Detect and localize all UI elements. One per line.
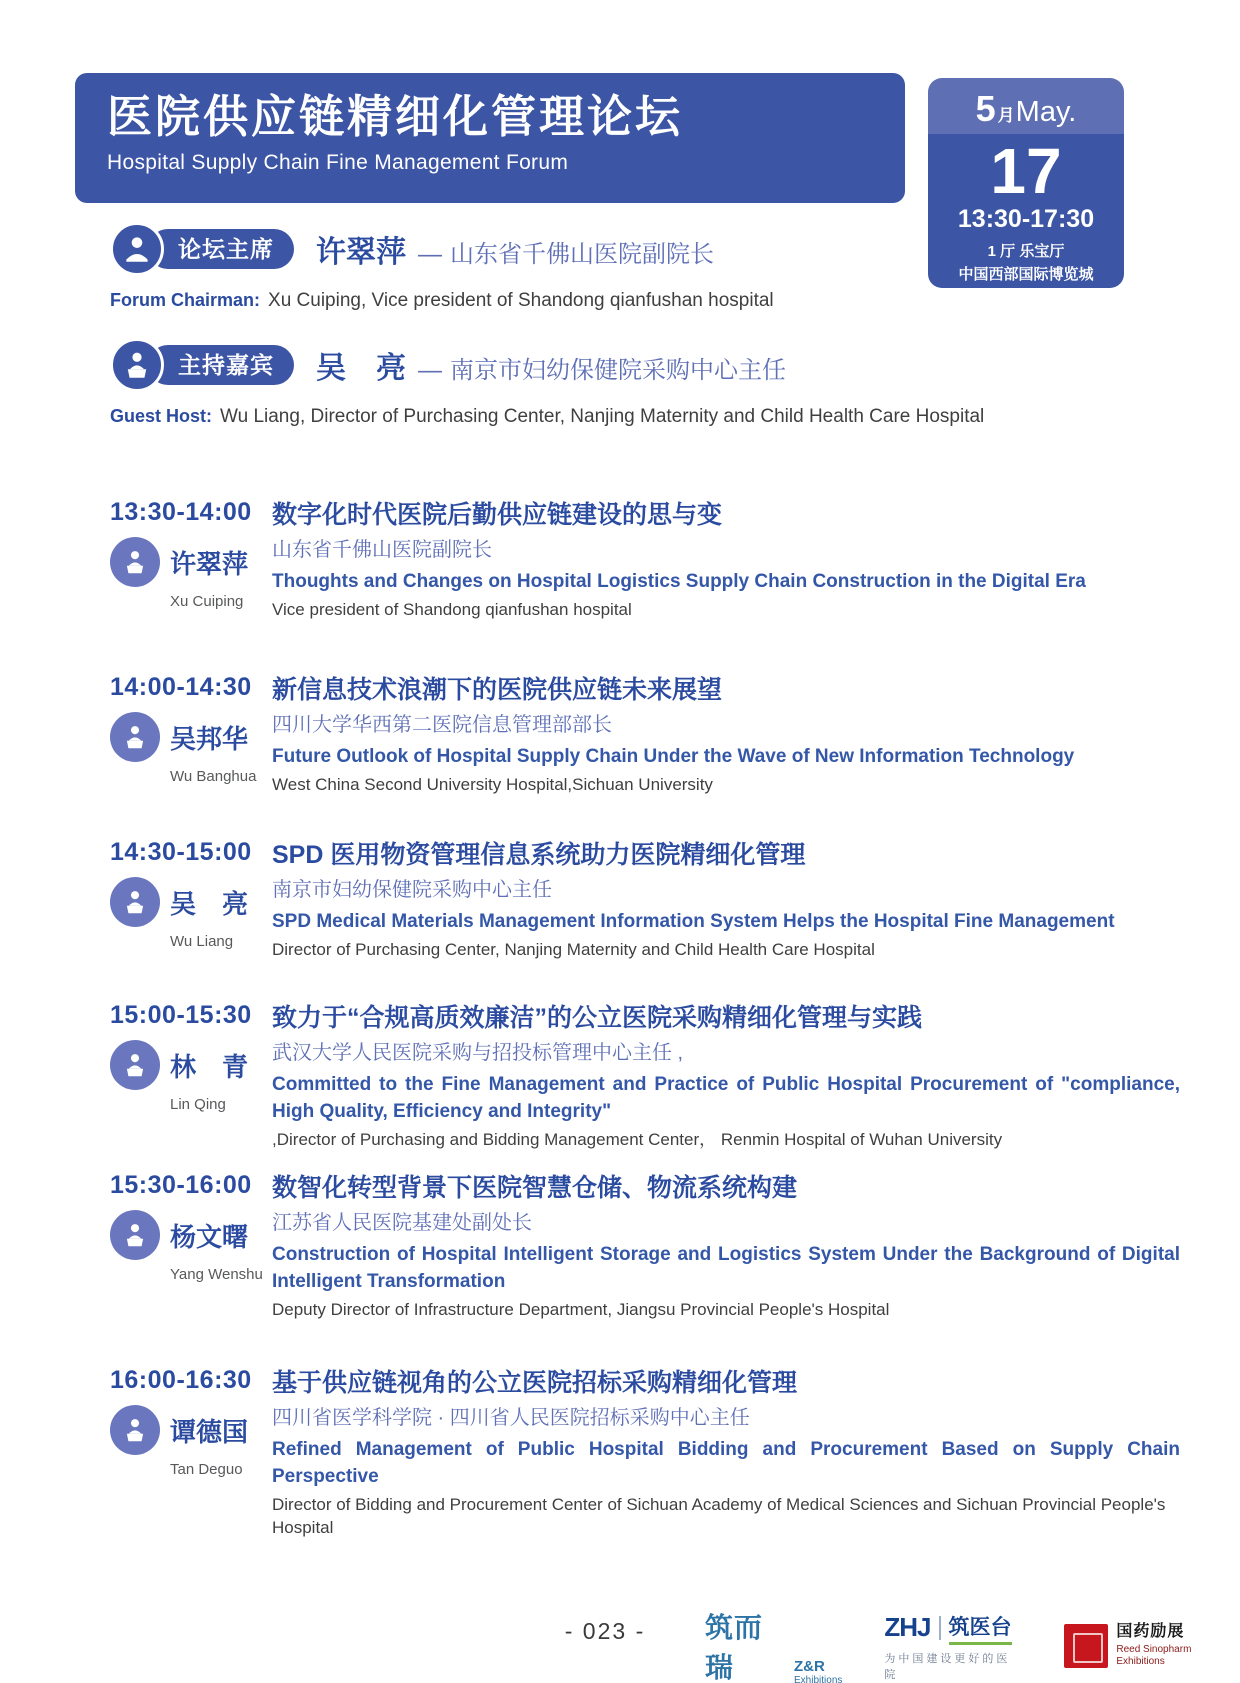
schedule-item — [110, 1366, 1180, 1539]
session-time: 15:30-16:00 — [110, 1171, 252, 1199]
session-time: 14:30-15:00 — [110, 838, 252, 866]
chairman-title: 山东省千佛山医院副院长 — [450, 241, 714, 268]
topic-title-en: Construction of Hospital Intelligent Storage and Logistics System Under the Background of Digital Intelligent Transformation — [272, 1244, 1180, 1292]
chairman-name: 许翠萍 — [316, 236, 406, 269]
schedule-item — [110, 838, 1180, 961]
page-footer — [0, 1598, 1240, 1683]
speaker-podium-icon — [110, 877, 160, 927]
topic-title-en: Refined Management of Public Hospital Bidding and Procurement Based on Supply Chain Perspective — [272, 1439, 1180, 1487]
topic-title-cn: 致力于“合规高质效廉洁”的公立医院采购精细化管理与实践 — [272, 1004, 923, 1032]
chairman-label-en: Forum Chairman: — [110, 290, 261, 310]
speaker-affiliation-en: Deputy Director of Infrastructure Department, Jiangsu Provincial People's Hospital — [272, 1300, 890, 1319]
topic-title-en: Thoughts and Changes on Hospital Logistics Supply Chain Construction in the Digital Era — [272, 571, 1086, 592]
topic-title-cn: SPD 医用物资管理信息系统助力医院精细化管理 — [272, 841, 806, 869]
zhj-tagline: 为中国建设更好的医院 — [884, 1652, 1011, 1681]
speaker-affiliation-cn: 四川大学华西第二医院信息管理部部长 — [272, 714, 612, 736]
guest-host-section — [110, 338, 1140, 428]
schedule-item — [110, 498, 1180, 621]
topic-title-cn: 基于供应链视角的公立医院招标采购精细化管理 — [272, 1369, 798, 1397]
speaker-affiliation-cn: 江苏省人民医院基建处副处长 — [272, 1212, 532, 1234]
chairman-desc-en: Xu Cuiping, Vice president of Shandong qianfushan hospital — [268, 290, 774, 311]
dash-separator: — — [418, 357, 442, 384]
speaker-name-pinyin: Wu Banghua — [170, 768, 257, 785]
speaker-affiliation-cn: 四川省医学科学院 · 四川省人民医院招标采购中心主任 — [272, 1407, 750, 1429]
speaker-affiliation-en: Director of Bidding and Procurement Center of Sichuan Academy of Medical Sciences and Sichuan Provincial People's Hospital — [272, 1495, 1166, 1537]
schedule-item — [110, 673, 1180, 796]
speaker-name-cn: 林 青 — [170, 1051, 249, 1082]
session-time: 14:00-14:30 — [110, 673, 252, 701]
calendar-month-band — [928, 78, 1124, 134]
topic-title-en: SPD Medical Materials Management Information System Helps the Hospital Fine Management — [272, 911, 1115, 932]
speaker-affiliation-en: West China Second University Hospital,Sichuan University — [272, 775, 713, 794]
speaker-name-pinyin: Wu Liang — [170, 933, 234, 950]
zr-exhibitions-logo: 筑而瑞 Z&R Exhibitions — [705, 1612, 843, 1683]
topic-title-en: Committed to the Fine Management and Practice of Public Hospital Procurement of "compliance, High Quality, Efficiency and Integrity" — [272, 1074, 1180, 1122]
logo-divider — [939, 1616, 941, 1640]
dash-separator: — — [418, 241, 442, 268]
host-person-icon — [110, 338, 164, 392]
host-badge: 主持嘉宾 — [148, 345, 294, 385]
speaker-affiliation-cn: 南京市妇幼保健院采购中心主任 — [272, 879, 552, 901]
calendar-day: 17 — [990, 135, 1062, 207]
topic-title-cn: 数字化时代医院后勤供应链建设的思与变 — [272, 501, 723, 529]
speaker-affiliation-en: Director of Purchasing Center, Nanjing Maternity and Child Health Care Hospital — [272, 940, 875, 959]
zhj-logo: ZHJ 筑医台 为中国建设更好的医院 — [884, 1611, 1022, 1682]
calendar-month-number: 5 — [975, 88, 996, 129]
speaker-name-pinyin: Tan Deguo — [170, 1461, 243, 1478]
speaker-name-pinyin: Yang Wenshu — [170, 1266, 263, 1283]
session-time: 16:00-16:30 — [110, 1366, 252, 1394]
forum-header — [75, 73, 905, 203]
speaker-name-cn: 杨文曙 — [170, 1221, 249, 1252]
chairman-badge: 论坛主席 — [148, 229, 294, 269]
speaker-podium-icon — [110, 1040, 160, 1090]
schedule-item — [110, 1001, 1180, 1151]
speaker-affiliation-en: ,Director of Purchasing and Bidding Management Center， Renmin Hospital of Wuhan University — [272, 1130, 1003, 1149]
calendar-month-cn: 月 — [997, 106, 1015, 125]
schedule-item — [110, 1171, 1180, 1321]
speaker-affiliation-cn: 山东省千佛山医院副院长 — [272, 539, 492, 561]
topic-title-en: Future Outlook of Hospital Supply Chain Under the Wave of New Information Technology — [272, 746, 1075, 767]
calendar-month-en: May. — [1015, 96, 1077, 128]
session-time: 15:00-15:30 — [110, 1001, 252, 1029]
sinopharm-logo: 国药励展 Reed Sinopharm Exhibitions — [1064, 1624, 1240, 1669]
speaker-podium-icon — [110, 537, 160, 587]
host-title: 南京市妇幼保健院采购中心主任 — [450, 357, 786, 384]
footer-logos — [705, 1606, 1240, 1683]
forum-chairman-section — [110, 222, 1140, 312]
host-name: 吴 亮 — [316, 352, 406, 385]
page-title: 医院供应链精细化管理论坛 — [107, 91, 684, 142]
session-time: 13:30-14:00 — [110, 498, 252, 526]
event-time: 13:30-17:30 — [957, 205, 1095, 234]
page-subtitle: Hospital Supply Chain Fine Management Forum — [107, 150, 569, 174]
host-desc-en: Wu Liang, Director of Purchasing Center, Nanjing Maternity and Child Health Care Hospital — [220, 406, 985, 427]
speaker-podium-icon — [110, 712, 160, 762]
topic-title-cn: 数智化转型背景下医院智慧仓储、物流系统构建 — [272, 1174, 798, 1202]
speaker-name-pinyin: Lin Qing — [170, 1096, 226, 1113]
sinopharm-logo-mark — [1064, 1624, 1108, 1668]
speaker-name-cn: 吴邦华 — [170, 723, 249, 754]
chairman-person-icon — [110, 222, 164, 276]
event-venue: 中国西部国际博览城 — [958, 266, 1094, 284]
speaker-name-cn: 谭德国 — [170, 1416, 249, 1447]
page-number: - 023 - — [564, 1618, 646, 1644]
host-label-en: Guest Host: — [110, 406, 213, 426]
speaker-affiliation-cn: 武汉大学人民医院采购与招投标管理中心主任 , — [272, 1042, 684, 1064]
speaker-name-pinyin: Xu Cuiping — [170, 593, 244, 610]
topic-title-cn: 新信息技术浪潮下的医院供应链未来展望 — [272, 676, 723, 704]
speaker-affiliation-en: Vice president of Shandong qianfushan hospital — [272, 600, 632, 619]
speaker-name-cn: 吴 亮 — [170, 888, 249, 919]
speaker-name-cn: 许翠萍 — [170, 548, 249, 579]
speaker-podium-icon — [110, 1405, 160, 1455]
event-hall: 1 厅 乐宝厅 — [987, 243, 1065, 261]
speaker-podium-icon — [110, 1210, 160, 1260]
